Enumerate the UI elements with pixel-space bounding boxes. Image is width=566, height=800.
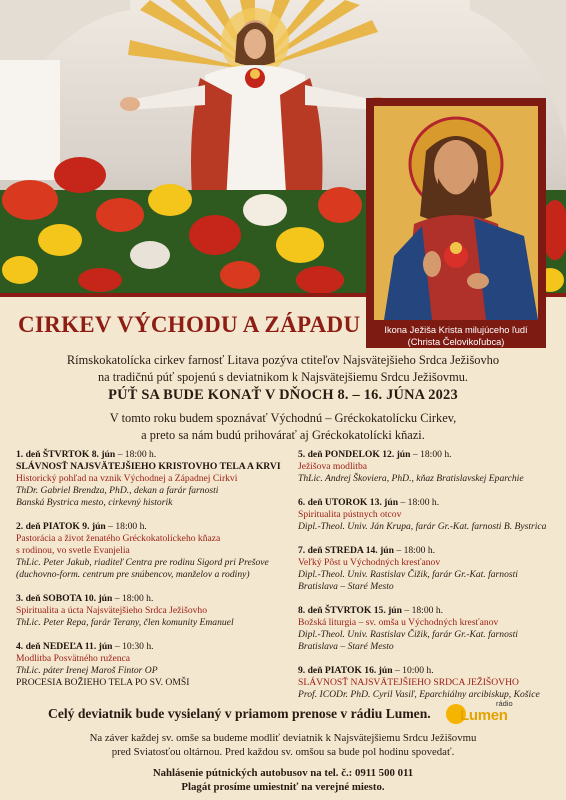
day-6 <box>298 497 560 533</box>
day-time: – 10:30 h. <box>112 641 154 652</box>
day-title: Spiritualita a úcta Najsvätejšieho Srdca Ježišovho <box>16 605 208 616</box>
day-label: 5. deň PONDELOK 12. jún <box>298 449 411 460</box>
day-title: Božská liturgia – sv. omša u Východných kresťanov <box>298 617 499 628</box>
description-line2: a preto sa nám budú prihovárať aj Gréckokatolícki kňazi. <box>141 428 425 442</box>
day-7 <box>298 545 560 593</box>
day-speaker: Dipl.-Theol. Univ. Ján Krupa, farár Gr.-Kat. farnosti B. Bystrica <box>298 521 547 532</box>
icon-caption-line1: Ikona Ježiša Krista milujúceho ľudí <box>384 325 528 335</box>
day-label: 3. deň SOBOTA 10. jún <box>16 593 113 604</box>
day-speaker: Prof. ICODr. PhD. Cyril Vasiľ, Eparchiálny arcibiskup, Košice <box>298 689 540 700</box>
day-1 <box>16 449 298 509</box>
closing-line1: Na záver každej sv. omše sa budeme modliť deviatnik k Najsvätejšiemu Srdcu Ježišovmu <box>89 732 477 744</box>
closing-line2: pred Sviatosťou oltárnou. Pred každou sv. omšou sa bude pol hodinu spovedať. <box>111 746 455 758</box>
lumen-radio-label: rádio <box>496 699 513 708</box>
day-label: 4. deň NEDEĽA 11. jún <box>16 641 113 652</box>
radio-lumen-logo <box>446 699 520 726</box>
broadcast-note: Celý deviatnik bude vysielaný v priamom prenose v rádiu Lumen. <box>48 706 431 721</box>
day-speaker: ThDr. Gabriel Brendza, PhD., dekan a farár farnosti <box>16 485 219 496</box>
contact-info <box>30 766 536 794</box>
description-line1: V tomto roku budem spoznávať Východnú – Gréckokatolícku Cirkev, <box>109 411 457 425</box>
day-speaker: ThLic. páter Irenej Maroš Fintor OP <box>16 665 158 676</box>
icon-caption <box>366 324 546 348</box>
day-time: – 18:00 h. <box>398 497 440 508</box>
day-title: Pastorácia a život ženatého Gréckokatolíckeho kňaza <box>16 533 221 544</box>
day-speaker: ThLic. Andrej Škoviera, PhD., kňaz Bratislavskej Eparchie <box>298 473 524 484</box>
closing-text <box>30 731 536 759</box>
day-2 <box>16 521 298 581</box>
day-5 <box>298 449 560 485</box>
day-time: – 18:00 h. <box>410 449 452 460</box>
day-extra: PROCESIA BOŽIEHO TELA PO SV. OMŠI <box>16 677 190 688</box>
day-speaker: ThLic. Peter Jakub, riaditeľ Centra pre rodinu Sigord pri Prešove <box>16 557 269 568</box>
day-speaker: ThLic. Peter Repa, farár Terany, člen komunity Emanuel <box>16 617 234 628</box>
day-9 <box>298 665 560 701</box>
day-time: – 10:00 h. <box>392 665 434 676</box>
intro-line1: Rímskokatolícka cirkev farnosť Litava pozýva ctiteľov Najsvätejšieho Srdca Ježišovho <box>66 353 500 367</box>
contact-phone: Nahlásenie pútnických autobusov na tel. č.: 0911 500 011 <box>152 767 414 779</box>
lumen-wordmark: Lumen <box>460 707 508 724</box>
dates-headline: PÚŤ SA BUDE KONAŤ V DŇOCH 8. – 16. JÚNA 2023 <box>108 387 458 403</box>
day-3 <box>16 593 298 629</box>
day-title: Ježišova modlitba <box>298 461 368 472</box>
schedule-right-column <box>298 449 560 713</box>
day-speaker: Bratislava – Staré Mesto <box>298 581 394 592</box>
day-title: Spiritualita pústnych otcov <box>298 509 402 520</box>
day-speaker: Banská Bystrica mesto, cirkevný historik <box>16 497 173 508</box>
day-title: Veľký Pôst u Východných kresťanov <box>298 557 441 568</box>
day-time: – 18:00 h. <box>105 521 147 532</box>
intro-line2: na tradičnú púť spojenú s deviatnikom k Najsvätejšiemu Srdcu Ježišovmu. <box>97 370 469 384</box>
day-title: s rodinou, vo svetle Evanjelia <box>16 545 130 556</box>
day-time: – 18:00 h. <box>115 449 157 460</box>
day-label: 6. deň UTOROK 13. jún <box>298 497 399 508</box>
day-label: 1. deň ŠTVRTOK 8. jún <box>16 449 116 460</box>
day-title: Modlitba Posvätného ruženca <box>16 653 131 664</box>
page-title: CIRKEV VÝCHODU A ZÁPADU <box>18 312 361 337</box>
christ-icon-painting <box>366 98 546 348</box>
day-8 <box>298 605 560 653</box>
day-speaker: Bratislava – Staré Mesto <box>298 641 394 652</box>
day-title: SLÁVNOSŤ NAJSVÄTEJŠIEHO SRDCA JEŽIŠOVHO <box>298 677 519 688</box>
icon-caption-line2: (Christa Čelovikoľubca) <box>407 337 505 347</box>
day-label: 7. deň STREDA 14. jún <box>298 545 394 556</box>
day-time: – 18:00 h. <box>112 593 154 604</box>
description-text <box>30 410 536 444</box>
day-speaker: Dipl.-Theol. Univ. Rastislav Čižik, farár Gr.-Kat. farnosti <box>298 569 518 580</box>
day-label: 9. deň PIATOK 16. jún <box>298 665 393 676</box>
contact-note: Plagát prosíme umiestniť na verejné miesto. <box>181 781 385 793</box>
day-speaker: (duchovno-form. centrum pre snúbencov, manželov a rodiny) <box>16 569 250 580</box>
day-4 <box>16 641 298 689</box>
day-time: – 18:00 h. <box>401 605 444 616</box>
day-extra: SLÁVNOSŤ NAJSVÄTEJŠIEHO KRISTOVHO TELA A KRVI <box>16 461 281 472</box>
day-title: Historický pohľad na vznik Východnej a Západnej Cirkvi <box>16 473 238 484</box>
day-speaker: Dipl.-Theol. Univ. Rastislav Čižik, farár Gr.-Kat. farnosti <box>298 629 518 640</box>
schedule-left-column <box>16 449 298 701</box>
day-label: 2. deň PIATOK 9. jún <box>16 521 106 532</box>
day-time: – 18:00 h. <box>393 545 436 556</box>
day-label: 8. deň ŠTVRTOK 15. jún <box>298 605 402 616</box>
intro-text <box>30 352 536 386</box>
